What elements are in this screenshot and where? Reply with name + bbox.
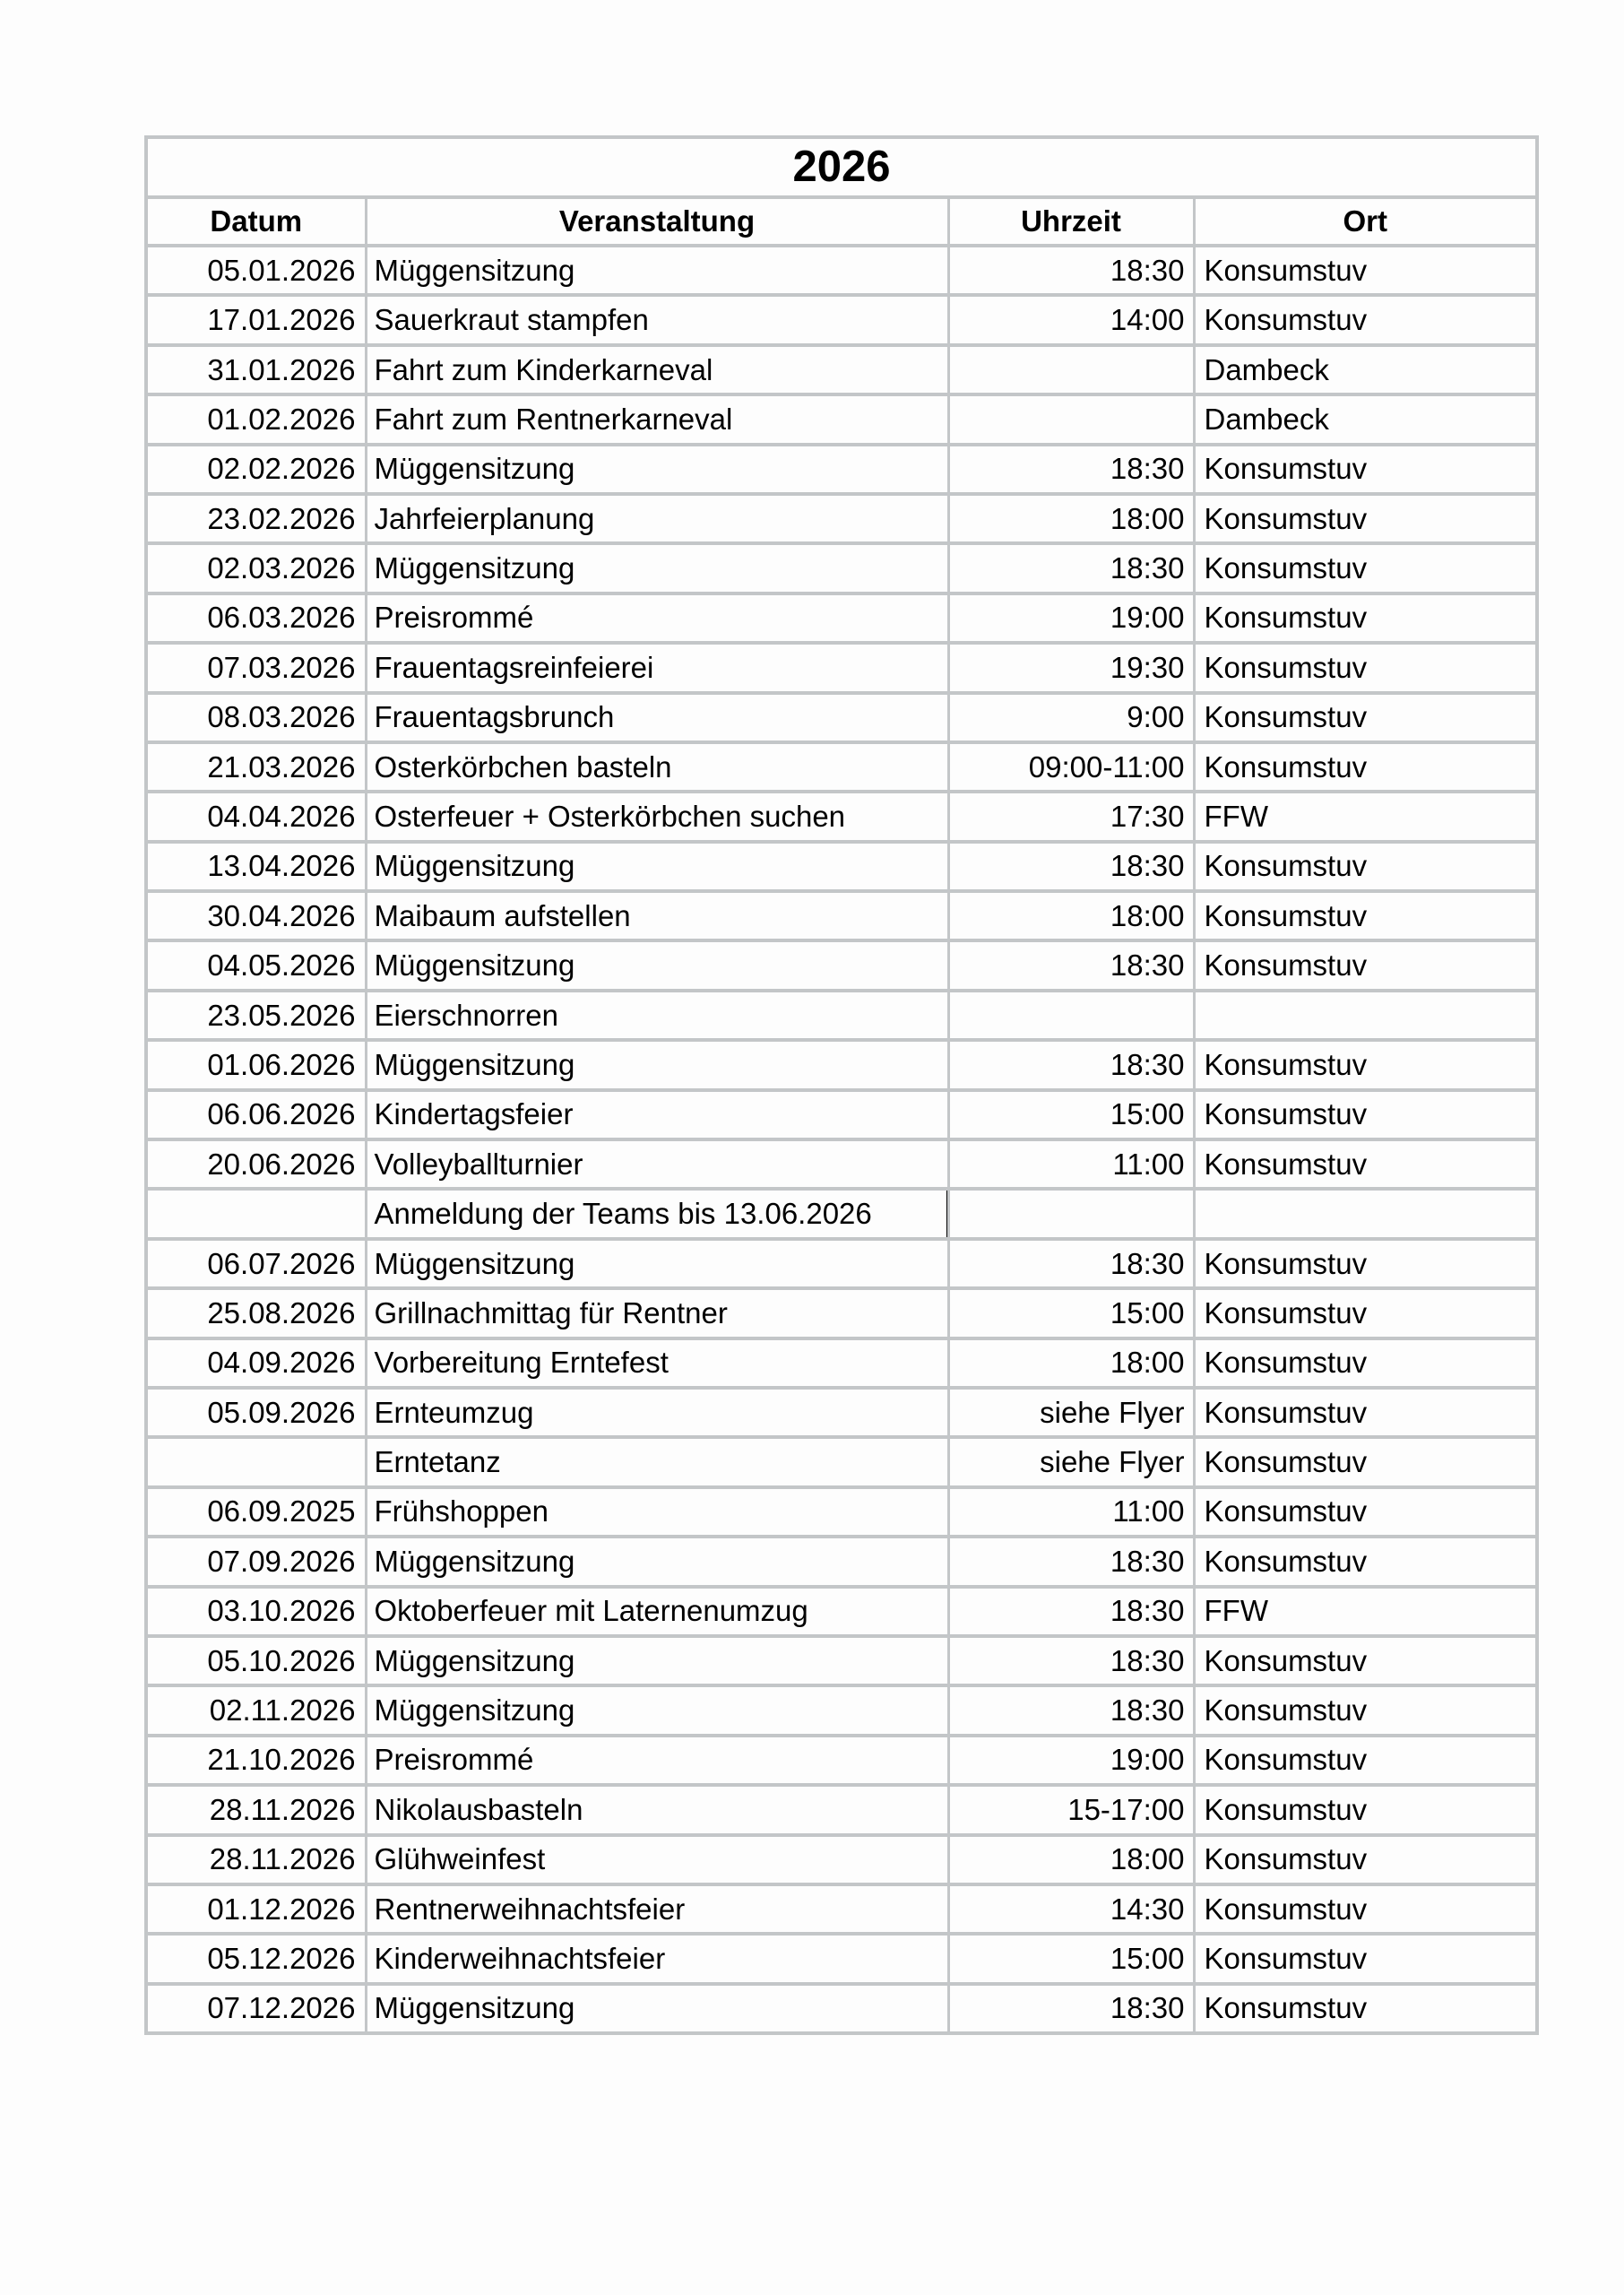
time-cell: 18:30 (948, 940, 1194, 990)
date-cell (146, 1437, 366, 1486)
date-cell: 25.08.2026 (146, 1288, 366, 1338)
event-cell: Ernteumzug (366, 1388, 948, 1437)
table-row (146, 991, 1537, 1040)
location-cell: Konsumstuv (1194, 842, 1537, 891)
table-row (146, 1984, 1537, 2033)
date-cell: 07.09.2026 (146, 1537, 366, 1586)
time-cell (948, 394, 1194, 444)
date-cell: 17.01.2026 (146, 295, 366, 344)
date-cell: 28.11.2026 (146, 1785, 366, 1834)
time-cell: 19:00 (948, 1736, 1194, 1785)
date-cell: 05.09.2026 (146, 1388, 366, 1437)
event-cell: Rentnerweihnachtsfeier (366, 1884, 948, 1934)
date-cell: 01.06.2026 (146, 1040, 366, 1089)
table-row (146, 1437, 1537, 1486)
time-cell: 18:30 (948, 543, 1194, 593)
event-cell: Kindertagsfeier (366, 1090, 948, 1139)
table-row (146, 693, 1537, 742)
date-cell: 02.02.2026 (146, 445, 366, 494)
location-cell: Konsumstuv (1194, 593, 1537, 643)
table-row (146, 1537, 1537, 1586)
time-cell: 19:30 (948, 643, 1194, 692)
date-cell: 31.01.2026 (146, 345, 366, 394)
column-header-datum: Datum (146, 197, 366, 246)
location-cell: Konsumstuv (1194, 1437, 1537, 1486)
date-cell: 01.02.2026 (146, 394, 366, 444)
location-cell: Konsumstuv (1194, 643, 1537, 692)
date-cell: 06.06.2026 (146, 1090, 366, 1139)
time-cell: 15:00 (948, 1288, 1194, 1338)
event-cell: Anmeldung der Teams bis 13.06.2026 (366, 1189, 948, 1238)
table-row (146, 1388, 1537, 1437)
event-cell: Müggensitzung (366, 940, 948, 990)
table-row (146, 1288, 1537, 1338)
table-body (146, 246, 1537, 2033)
table-row (146, 1636, 1537, 1685)
time-cell: 14:00 (948, 295, 1194, 344)
table-row (146, 543, 1537, 593)
location-cell: Konsumstuv (1194, 693, 1537, 742)
table-row (146, 593, 1537, 643)
location-cell (1194, 1189, 1537, 1238)
location-cell: Konsumstuv (1194, 1685, 1537, 1735)
time-cell: 18:00 (948, 1338, 1194, 1388)
time-cell: siehe Flyer (948, 1388, 1194, 1437)
time-cell: 18:00 (948, 1835, 1194, 1884)
time-cell: 18:30 (948, 445, 1194, 494)
table-row (146, 1587, 1537, 1636)
table-row (146, 842, 1537, 891)
event-cell: Preisrommé (366, 593, 948, 643)
table-row (146, 1239, 1537, 1288)
location-cell: Konsumstuv (1194, 246, 1537, 295)
event-cell: Erntetanz (366, 1437, 948, 1486)
location-cell: Dambeck (1194, 345, 1537, 394)
time-cell: 18:30 (948, 1587, 1194, 1636)
time-cell: 11:00 (948, 1487, 1194, 1537)
event-cell: Müggensitzung (366, 445, 948, 494)
table-row (146, 1090, 1537, 1139)
table-row (146, 445, 1537, 494)
event-cell: Fahrt zum Rentnerkarneval (366, 394, 948, 444)
location-cell: Konsumstuv (1194, 1884, 1537, 1934)
table-row (146, 643, 1537, 692)
location-cell: Konsumstuv (1194, 1338, 1537, 1388)
table-row (146, 1736, 1537, 1785)
event-cell: Grillnachmittag für Rentner (366, 1288, 948, 1338)
location-cell: Konsumstuv (1194, 1537, 1537, 1586)
location-cell: Konsumstuv (1194, 1090, 1537, 1139)
column-header-ort: Ort (1194, 197, 1537, 246)
event-cell: Preisrommé (366, 1736, 948, 1785)
time-cell: 15-17:00 (948, 1785, 1194, 1834)
date-cell: 06.09.2025 (146, 1487, 366, 1537)
location-cell: Konsumstuv (1194, 445, 1537, 494)
date-cell: 08.03.2026 (146, 693, 366, 742)
table-row (146, 1785, 1537, 1834)
date-cell: 30.04.2026 (146, 891, 366, 940)
time-cell (948, 991, 1194, 1040)
table-row (146, 1487, 1537, 1537)
table-row (146, 1835, 1537, 1884)
event-cell: Müggensitzung (366, 246, 948, 295)
time-cell: 18:00 (948, 891, 1194, 940)
time-cell: 18:30 (948, 842, 1194, 891)
time-cell: 18:30 (948, 1537, 1194, 1586)
time-cell (948, 345, 1194, 394)
event-cell: Fahrt zum Kinderkarneval (366, 345, 948, 394)
event-cell: Eierschnorren (366, 991, 948, 1040)
location-cell: Konsumstuv (1194, 1835, 1537, 1884)
time-cell: 18:00 (948, 494, 1194, 543)
location-cell: Konsumstuv (1194, 891, 1537, 940)
time-cell: 18:30 (948, 246, 1194, 295)
event-cell: Müggensitzung (366, 1537, 948, 1586)
location-cell: Konsumstuv (1194, 1636, 1537, 1685)
location-cell: Konsumstuv (1194, 1984, 1537, 2033)
event-cell: Frauentagsreinfeierei (366, 643, 948, 692)
column-header-veranstaltung: Veranstaltung (366, 197, 948, 246)
location-cell: Konsumstuv (1194, 1736, 1537, 1785)
location-cell: Konsumstuv (1194, 1785, 1537, 1834)
text-cursor (946, 1190, 949, 1237)
table-row (146, 1884, 1537, 1934)
table-row (146, 295, 1537, 344)
date-cell: 23.02.2026 (146, 494, 366, 543)
event-cell: Müggensitzung (366, 1984, 948, 2033)
time-cell: 18:30 (948, 1040, 1194, 1089)
location-cell (1194, 991, 1537, 1040)
date-cell: 13.04.2026 (146, 842, 366, 891)
event-cell: Sauerkraut stampfen (366, 295, 948, 344)
table-row (146, 1139, 1537, 1189)
date-cell: 20.06.2026 (146, 1139, 366, 1189)
location-cell: Dambeck (1194, 394, 1537, 444)
events-table (144, 135, 1539, 2035)
date-cell: 05.12.2026 (146, 1934, 366, 1983)
table-row (146, 742, 1537, 792)
page-title: 2026 (146, 137, 1537, 197)
time-cell: 18:30 (948, 1239, 1194, 1288)
date-cell: 06.03.2026 (146, 593, 366, 643)
location-cell: Konsumstuv (1194, 295, 1537, 344)
event-cell: Glühweinfest (366, 1835, 948, 1884)
date-cell: 05.10.2026 (146, 1636, 366, 1685)
table-row (146, 345, 1537, 394)
date-cell: 06.07.2026 (146, 1239, 366, 1288)
event-cell: Oktoberfeuer mit Laternenumzug (366, 1587, 948, 1636)
date-cell: 04.05.2026 (146, 940, 366, 990)
event-cell: Müggensitzung (366, 1040, 948, 1089)
table-row (146, 1189, 1537, 1238)
table-row (146, 246, 1537, 295)
location-cell: Konsumstuv (1194, 1487, 1537, 1537)
location-cell: Konsumstuv (1194, 543, 1537, 593)
event-cell: Jahrfeierplanung (366, 494, 948, 543)
date-cell: 07.03.2026 (146, 643, 366, 692)
date-cell: 05.01.2026 (146, 246, 366, 295)
time-cell: 18:30 (948, 1636, 1194, 1685)
header-row (146, 197, 1537, 246)
event-cell: Vorbereitung Erntefest (366, 1338, 948, 1388)
table-row (146, 1685, 1537, 1735)
location-cell: Konsumstuv (1194, 494, 1537, 543)
location-cell: Konsumstuv (1194, 1040, 1537, 1089)
event-cell: Frauentagsbrunch (366, 693, 948, 742)
date-cell: 07.12.2026 (146, 1984, 366, 2033)
location-cell: Konsumstuv (1194, 1239, 1537, 1288)
event-cell: Kinderweihnachtsfeier (366, 1934, 948, 1983)
event-cell: Müggensitzung (366, 842, 948, 891)
date-cell: 21.03.2026 (146, 742, 366, 792)
time-cell: 15:00 (948, 1934, 1194, 1983)
title-row (146, 137, 1537, 197)
location-cell: Konsumstuv (1194, 1934, 1537, 1983)
column-header-uhrzeit: Uhrzeit (948, 197, 1194, 246)
event-cell: Maibaum aufstellen (366, 891, 948, 940)
location-cell: Konsumstuv (1194, 1388, 1537, 1437)
time-cell: siehe Flyer (948, 1437, 1194, 1486)
time-cell: 18:30 (948, 1685, 1194, 1735)
event-cell: Nikolausbasteln (366, 1785, 948, 1834)
date-cell: 01.12.2026 (146, 1884, 366, 1934)
date-cell: 03.10.2026 (146, 1587, 366, 1636)
event-cell: Frühshoppen (366, 1487, 948, 1537)
location-cell: Konsumstuv (1194, 742, 1537, 792)
event-cell: Osterfeuer + Osterkörbchen suchen (366, 792, 948, 841)
date-cell: 23.05.2026 (146, 991, 366, 1040)
table-row (146, 1040, 1537, 1089)
time-cell: 18:30 (948, 1984, 1194, 2033)
table-row (146, 1338, 1537, 1388)
date-cell: 02.03.2026 (146, 543, 366, 593)
date-cell (146, 1189, 366, 1238)
table-row (146, 891, 1537, 940)
date-cell: 28.11.2026 (146, 1835, 366, 1884)
time-cell: 17:30 (948, 792, 1194, 841)
table-row (146, 494, 1537, 543)
time-cell: 15:00 (948, 1090, 1194, 1139)
date-cell: 04.04.2026 (146, 792, 366, 841)
event-cell: Müggensitzung (366, 1685, 948, 1735)
time-cell: 9:00 (948, 693, 1194, 742)
location-cell: FFW (1194, 1587, 1537, 1636)
table-row (146, 394, 1537, 444)
event-cell: Volleyballturnier (366, 1139, 948, 1189)
table-row (146, 1934, 1537, 1983)
table-row (146, 792, 1537, 841)
location-cell: FFW (1194, 792, 1537, 841)
location-cell: Konsumstuv (1194, 940, 1537, 990)
location-cell: Konsumstuv (1194, 1288, 1537, 1338)
event-cell: Müggensitzung (366, 1239, 948, 1288)
event-cell: Müggensitzung (366, 1636, 948, 1685)
date-cell: 21.10.2026 (146, 1736, 366, 1785)
date-cell: 02.11.2026 (146, 1685, 366, 1735)
time-cell: 11:00 (948, 1139, 1194, 1189)
location-cell: Konsumstuv (1194, 1139, 1537, 1189)
time-cell: 19:00 (948, 593, 1194, 643)
time-cell: 14:30 (948, 1884, 1194, 1934)
event-cell: Osterkörbchen basteln (366, 742, 948, 792)
time-cell: 09:00-11:00 (948, 742, 1194, 792)
event-cell: Müggensitzung (366, 543, 948, 593)
date-cell: 04.09.2026 (146, 1338, 366, 1388)
time-cell (948, 1189, 1194, 1238)
table-row (146, 940, 1537, 990)
